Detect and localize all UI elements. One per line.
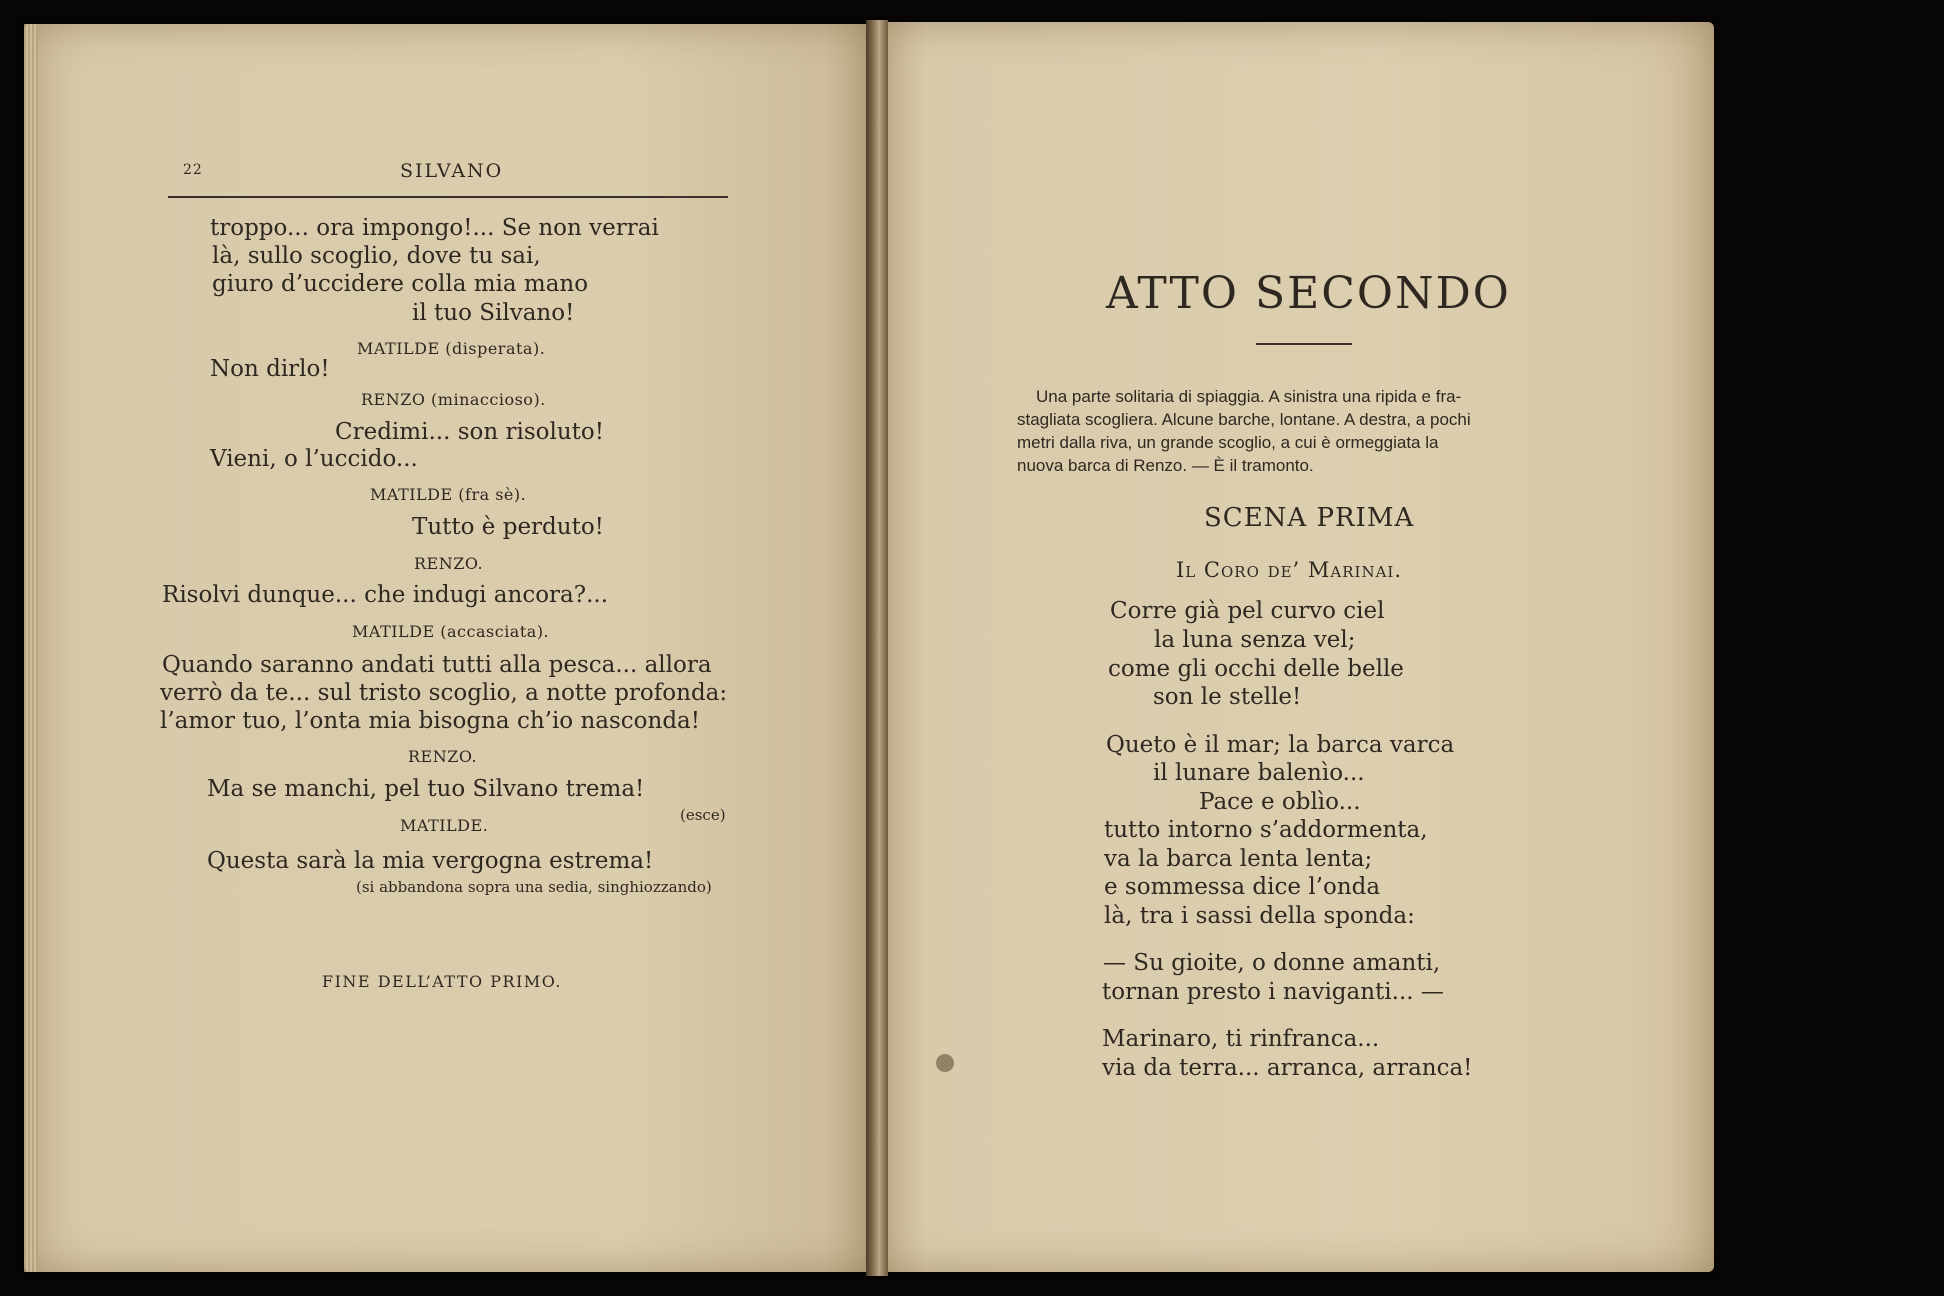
verse-line: Marinaro, ti rinfranca... bbox=[1102, 1026, 1380, 1052]
book-gutter bbox=[866, 20, 888, 1276]
verse-line: Corre già pel curvo ciel bbox=[1110, 598, 1385, 624]
setting-line: nuova barca di Renzo. — È il tramonto. bbox=[1017, 456, 1314, 475]
act-title: ATTO SECONDO bbox=[1106, 268, 1511, 319]
verse-line: il tuo Silvano! bbox=[412, 300, 575, 326]
stage-direction: (esce) bbox=[680, 806, 726, 824]
verse-line: Vieni, o l’uccido... bbox=[210, 446, 418, 472]
left-page bbox=[24, 24, 876, 1272]
verse-line: verrò da te... sul tristo scoglio, a notte profonda: bbox=[160, 680, 728, 706]
setting-line: metri dalla riva, un grande scoglio, a cui è ormeggiata la bbox=[1017, 433, 1439, 452]
speaker-label: MATILDE (accasciata). bbox=[352, 622, 550, 641]
verse-line: giuro d’uccidere colla mia mano bbox=[212, 271, 589, 297]
scene-title: SCENA PRIMA bbox=[1204, 503, 1415, 533]
setting-line: Una parte solitaria di spiaggia. A sinistra una ripida e fra- bbox=[1036, 387, 1462, 406]
verse-line: come gli occhi delle belle bbox=[1108, 656, 1404, 682]
speaker-label: MATILDE (fra sè). bbox=[370, 485, 527, 504]
verse-line: e sommessa dice l’onda bbox=[1104, 874, 1381, 900]
verse-line: là, sullo scoglio, dove tu sai, bbox=[212, 243, 541, 269]
speaker-label: RENZO (minaccioso). bbox=[361, 390, 546, 409]
verse-line: Non dirlo! bbox=[210, 356, 330, 382]
verse-line: Questa sarà la mia vergogna estrema! bbox=[207, 848, 654, 874]
page-edges bbox=[24, 24, 38, 1272]
verse-line: troppo... ora impongo!... Se non verrai bbox=[210, 215, 659, 241]
verse-line: Credimi... son risoluto! bbox=[335, 419, 604, 445]
verse-line: — Su gioite, o donne amanti, bbox=[1103, 950, 1441, 976]
verse-line: Queto è il mar; la barca varca bbox=[1106, 732, 1455, 758]
running-title: SILVANO bbox=[400, 160, 504, 182]
verse-line: Pace e oblìo... bbox=[1199, 789, 1361, 815]
paper-stain bbox=[936, 1054, 954, 1072]
verse-line: Quando saranno andati tutti alla pesca... allora bbox=[162, 652, 712, 678]
verse-line: l’amor tuo, l’onta mia bisogna ch’io nasconda! bbox=[160, 708, 701, 734]
verse-line: tornan presto i naviganti... — bbox=[1102, 979, 1444, 1005]
speaker-label: RENZO. bbox=[414, 554, 484, 573]
verse-line: via da terra... arranca, arranca! bbox=[1102, 1055, 1473, 1081]
speaker-label: MATILDE. bbox=[400, 816, 489, 835]
verse-line: tutto intorno s’addormenta, bbox=[1104, 817, 1428, 843]
page-number: 22 bbox=[183, 162, 203, 178]
speaker-label: RENZO. bbox=[408, 747, 478, 766]
verse-line: Tutto è perduto! bbox=[412, 514, 604, 540]
end-of-act-note: FINE DELL’ATTO PRIMO. bbox=[322, 972, 562, 991]
title-rule bbox=[1256, 343, 1352, 345]
verse-line: va la barca lenta lenta; bbox=[1104, 846, 1373, 872]
verse-line: la luna senza vel; bbox=[1154, 627, 1356, 653]
verse-line: son le stelle! bbox=[1153, 684, 1302, 710]
stage-direction: (si abbandona sopra una sedia, singhiozzando) bbox=[356, 878, 712, 896]
setting-line: stagliata scogliera. Alcune barche, lontane. A destra, a pochi bbox=[1017, 410, 1471, 429]
verse-line: Ma se manchi, pel tuo Silvano trema! bbox=[207, 776, 645, 802]
verse-line: Risolvi dunque... che indugi ancora?... bbox=[162, 582, 609, 608]
header-rule bbox=[168, 196, 728, 198]
speaker-label: MATILDE (disperata). bbox=[357, 339, 546, 358]
verse-line: il lunare balenìo... bbox=[1153, 760, 1365, 786]
chorus-heading: Il Coro de’ Marinai. bbox=[1176, 558, 1403, 582]
verse-line: là, tra i sassi della sponda: bbox=[1104, 903, 1415, 929]
